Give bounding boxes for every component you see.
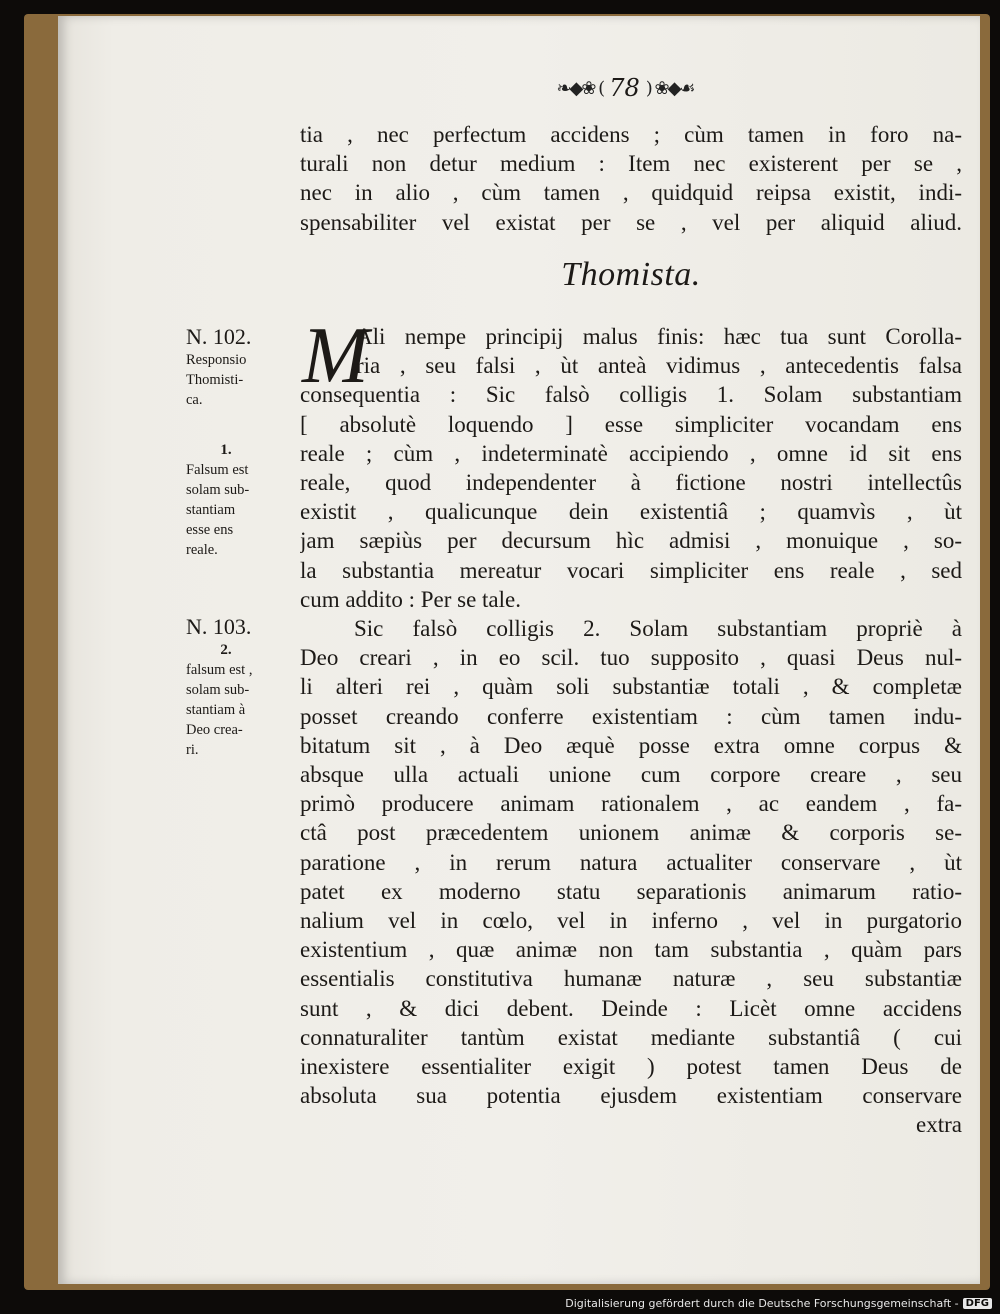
text-line: primò producere animam rationalem , ac eandem , fa- xyxy=(300,791,962,817)
text-line: reale ; cùm , indeterminatè accipiendo , omne id sit ens xyxy=(300,440,962,466)
section-heading: Thomista. xyxy=(561,256,701,293)
text-line: nalium vel in cœlo, vel in inferno , vel in purgatorio xyxy=(300,908,962,934)
text-line: turali non detur medium : Item nec existerent per se , xyxy=(300,151,962,177)
sidenote-line: Responsio xyxy=(186,352,247,368)
sidenote-n102 xyxy=(186,324,286,410)
text-line: connaturaliter tantùm existat mediante substantiâ ( cui xyxy=(300,1024,962,1050)
text-line: bitatum sit , à Deo æquè posse extra omne corpus & xyxy=(300,732,962,758)
sidenote-line: stantiam xyxy=(186,502,236,518)
sidenote-line: solam sub- xyxy=(186,682,250,698)
sidenote-line: Deo crea- xyxy=(186,722,243,738)
text-line: sunt , & dici debent. Deinde : Licèt omne accidens xyxy=(300,995,962,1021)
page-header xyxy=(530,72,720,104)
text-line: [ absolutè loquendo ] esse simpliciter vocandam ens xyxy=(300,411,962,437)
footer-credit-text: Digitalisierung gefördert durch die Deutsche Forschungsgemeinschaft - xyxy=(565,1297,959,1310)
text-line: ria , seu falsi , ùt anteà vidimus , antecedentis falsa xyxy=(356,353,962,379)
sidenote-line: ca. xyxy=(186,392,203,408)
text-line: consequentia : Sic falsò colligis 1. Solam substantiam xyxy=(300,382,962,408)
page-number: 78 xyxy=(609,74,640,102)
text-line: reale, quod independenter à fictione nostri intellectûs xyxy=(300,470,962,496)
sidenote-line: falsum est , xyxy=(186,662,253,678)
sidenote-n103 xyxy=(186,614,286,760)
sidenote-line: Falsum est xyxy=(186,462,249,478)
text-line: spensabiliter vel existat per se , vel per aliquid aliud. xyxy=(300,209,962,235)
dfg-logo: DFG xyxy=(963,1298,992,1309)
sidenote-item-number: 1. xyxy=(220,442,232,458)
sidenote-number: N. 102. xyxy=(186,324,252,349)
text-line: cum addito : Per se tale. xyxy=(300,586,521,612)
sidenote-line: solam sub- xyxy=(186,482,250,498)
digitization-footer xyxy=(565,1297,992,1310)
text-line: patet ex moderno statu separationis animarum ratio- xyxy=(300,878,962,904)
text-line: li alteri rei , quàm soli substantiæ totali , & completæ xyxy=(300,674,962,700)
text-line: ctâ post præcedentem unionem animæ & corporis se- xyxy=(300,820,962,846)
text-line: Deo creari , in eo scil. tuo supposito , quasi Deus nul- xyxy=(300,645,962,671)
text-line: absque ulla actuali unione cum corpore creare , seu xyxy=(300,762,962,788)
sidenote-line: Thomisti- xyxy=(186,372,244,388)
sidenote-line: stantiam à xyxy=(186,702,246,718)
text-line: posset creando conferre existentiam : cùm tamen indu- xyxy=(300,703,962,729)
text-line: absoluta sua potentia ejusdem existentiam conservare xyxy=(300,1083,962,1109)
text-line: tia , nec perfectum accidens ; cùm tamen in foro na- xyxy=(300,122,962,147)
text-line: Ali nempe principij malus finis: hæc tua sunt Corolla- xyxy=(356,324,962,349)
header-ornament-right: ) ❀◆☙ xyxy=(645,77,694,99)
catchword: extra xyxy=(916,1112,962,1138)
text-line: paratione , in rerum natura actualiter conservare , ùt xyxy=(300,849,962,875)
text-line: existentium , quæ animæ non tam substantia , quàm pars xyxy=(300,937,962,963)
header-ornament-left: ❧◆❀ ( xyxy=(556,77,604,99)
sidenote-number: N. 103. xyxy=(186,614,252,639)
sidenote-item-number: 2. xyxy=(220,642,232,658)
sidenote-line: esse ens xyxy=(186,522,234,538)
drop-cap: M xyxy=(302,312,369,400)
sidenote-n102-1 xyxy=(186,440,286,560)
top-paragraph xyxy=(300,120,962,237)
text-line: inexistere essentialiter exigit ) potest tamen Deus de xyxy=(300,1054,962,1080)
sidenote-line: ri. xyxy=(186,742,199,758)
sidenote-line: reale. xyxy=(186,542,218,558)
text-line: essentialis constitutiva humanæ naturæ , seu substantiæ xyxy=(300,966,962,992)
text-line: existit , qualicunque dein existentiâ ; quamvìs , ùt xyxy=(300,499,962,525)
text-line: jam sæpiùs per decursum hìc admisi , monuique , so- xyxy=(300,528,962,554)
text-line: Sic falsò colligis 2. Solam substantiam propriè à xyxy=(354,616,962,642)
main-text xyxy=(300,312,962,1140)
text-line: la substantia mereatur vocari simpliciter ens reale , sed xyxy=(300,557,962,583)
text-line: nec in alio , cùm tamen , quidquid reipsa existit, indi- xyxy=(300,180,962,206)
